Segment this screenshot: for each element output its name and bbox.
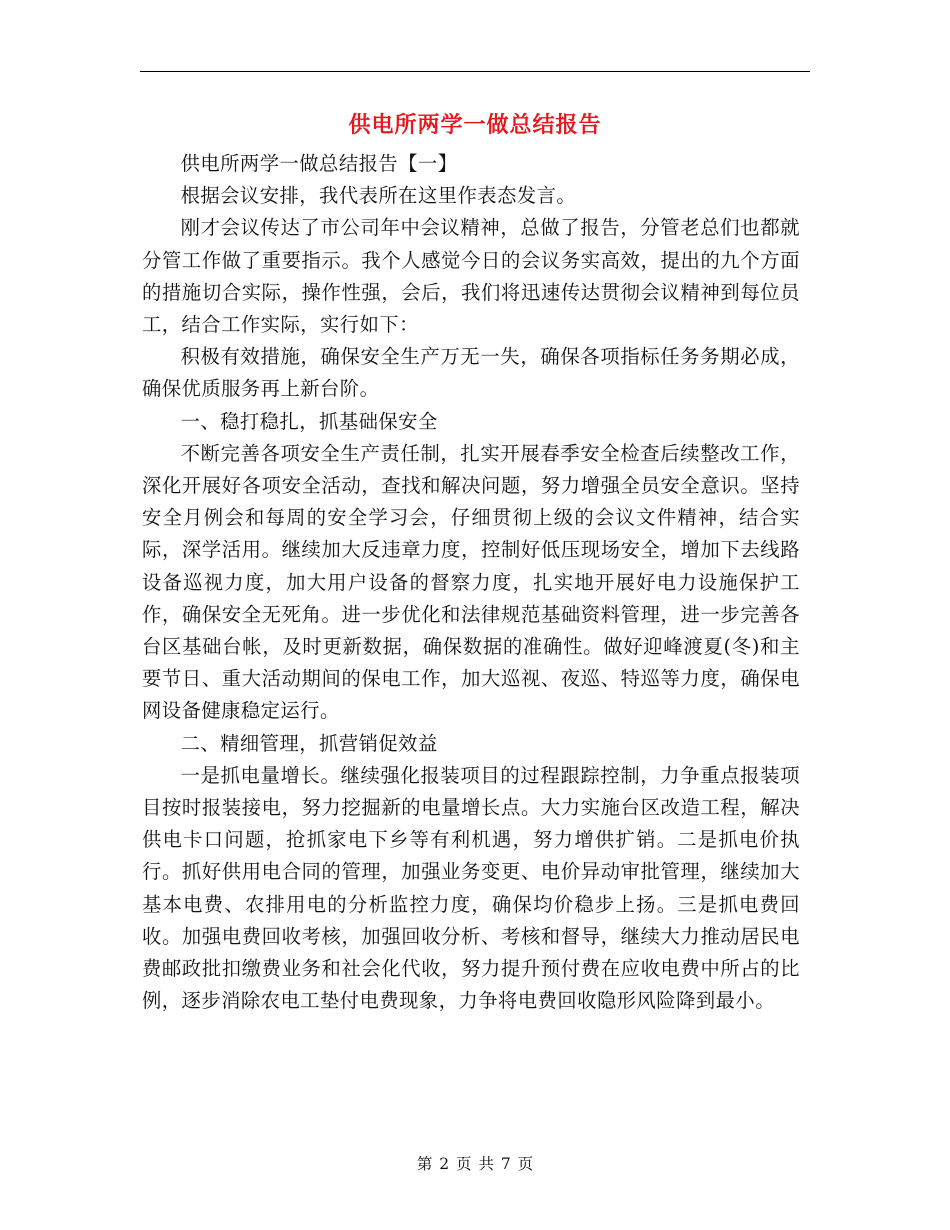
header-rule [140, 71, 810, 72]
paragraph: 一是抓电量增长。继续强化报装项目的过程跟踪控制，力争重点报装项目按时报装接电，努力挖掘新的电量增长点。大力实施台区改造工程，解决供电卡口问题，抢抓家电下乡等有利机遇，努力增供扩销。二是抓电价执行。抓好供用电合同的管理，加强业务变更、电价异动审批管理，继续加大基本电费、农排用电的分析监控力度，确保均价稳步上扬。三是抓电费回收。加强电费回收考核，加强回收分析、考核和督导，继续大力推动居民电费邮政批扣缴费业务和社会化代收，努力提升预付费在应收电费中所占的比例，逐步消除农电工垫付电费现象，力争将电费回收隐形风险降到最小。 [142, 763, 800, 1013]
section-heading-1: 一、稳打稳扎，抓基础保安全 [180, 409, 438, 433]
paragraph: 刚才会议传达了市公司年中会议精神，总做了报告，分管老总们也都就分管工作做了重要指示。我个人感觉今日的会议务实高效，提出的九个方面的措施切合实际，操作性强，会后，我们将迅速传达贯彻会议精神到每位员工，结合工作实际，实行如下： [142, 216, 800, 337]
paragraph: 不断完善各项安全生产责任制，扎实开展春季安全检查后续整改工作，深化开展好各项安全活动，查找和解决问题，努力增强全员安全意识。坚持安全月例会和每周的安全学习会，仔细贯彻上级的会议文件精神，结合实际，深学活用。继续加大反违章力度，控制好低压现场安全，增加下去线路设备巡视力度，加大用户设备的督察力度，扎实地开展好电力设施保护工作，确保安全无死角。进一步优化和法律规范基础资料管理，进一步完善各台区基础台帐，及时更新数据，确保数据的准确性。做好迎峰渡夏(冬)和主要节日、重大活动期间的保电工作，加大巡视、夜巡、特巡等力度，确保电网设备健康稳定运行。 [142, 441, 800, 723]
page-number-footer: 第 2 页 共 7 页 [416, 1155, 534, 1173]
paragraph: 积极有效措施，确保安全生产万无一失，确保各项指标任务务期必成，确保优质服务再上新台阶。 [142, 345, 800, 401]
paragraph: 根据会议安排，我代表所在这里作表态发言。 [180, 184, 577, 208]
paragraph-subtitle: 供电所两学一做总结报告【一】 [180, 152, 458, 175]
section-heading-2: 二、精细管理，抓营销促效益 [180, 731, 438, 755]
document-body [142, 148, 800, 1017]
document-title: 供电所两学一做总结报告 [348, 112, 602, 138]
